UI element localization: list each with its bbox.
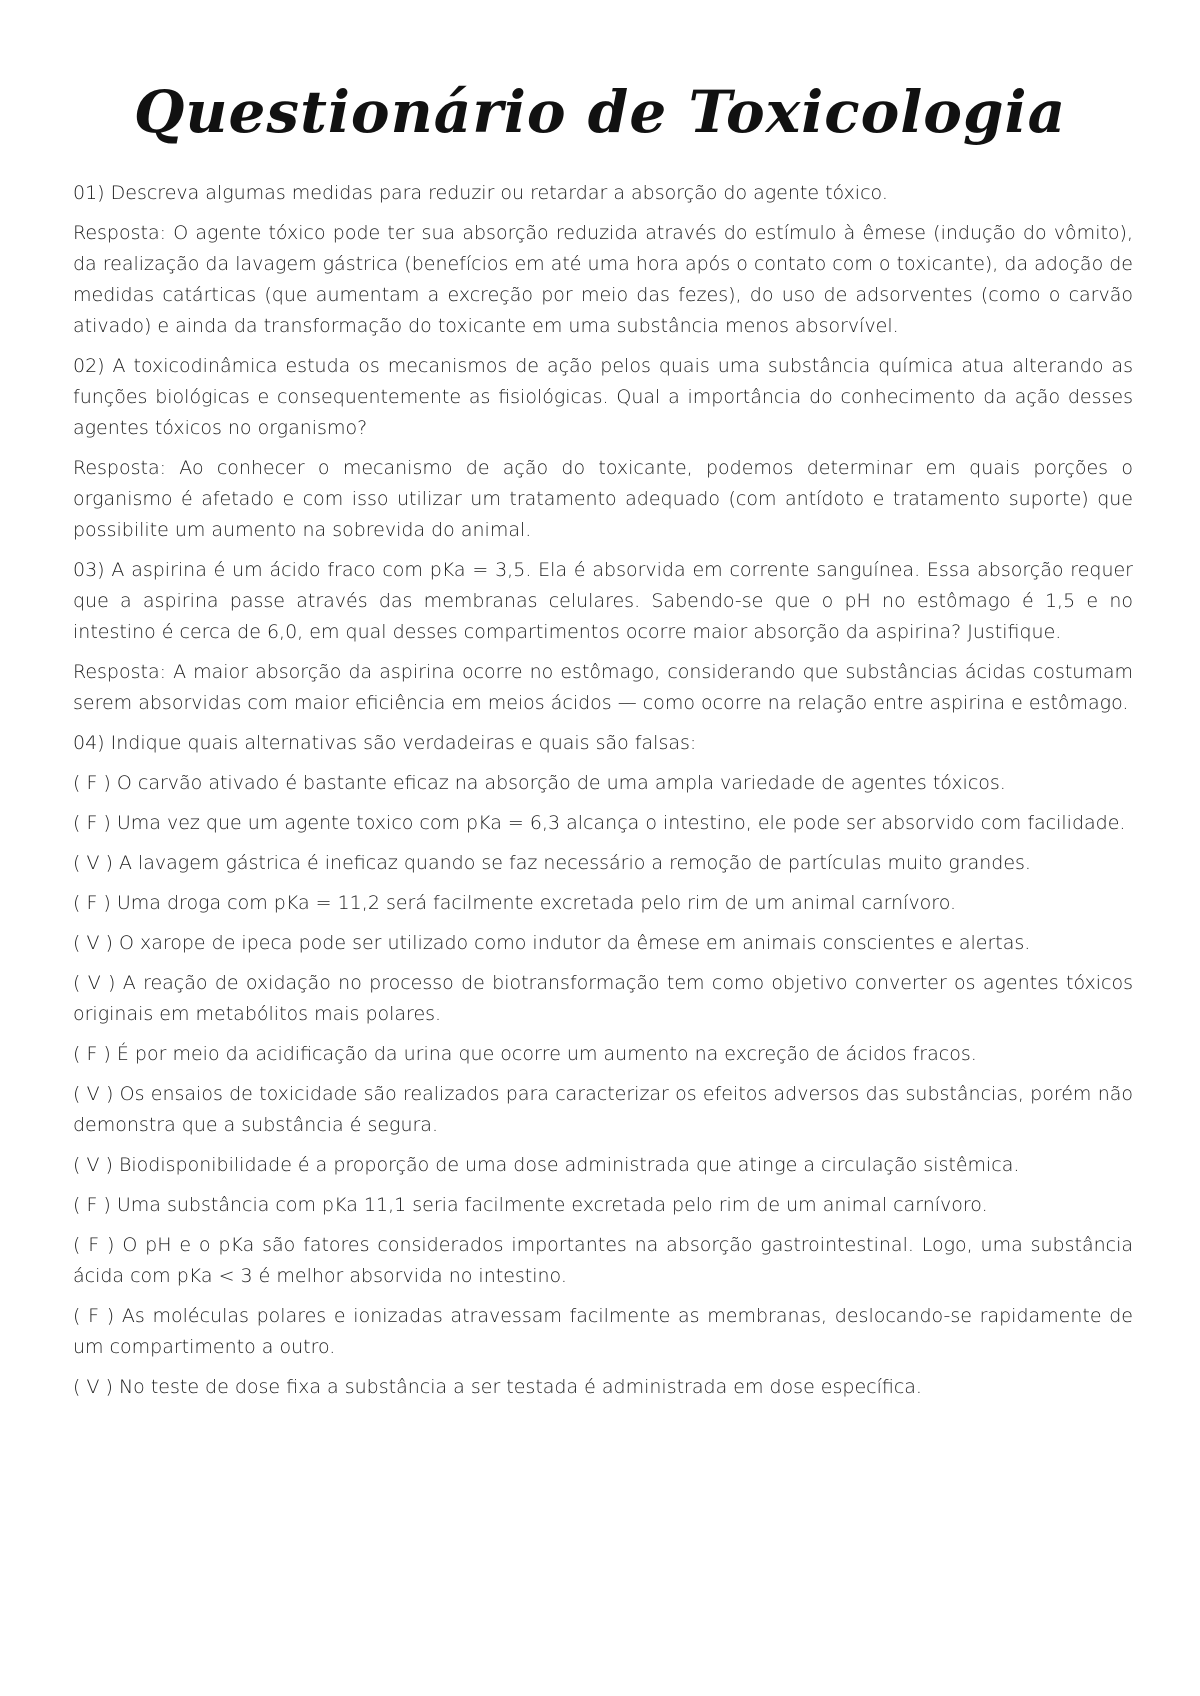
list-item [73,1150,1133,1181]
answer-3: Resposta: A maior absorção da aspirina ocorre no estômago, considerando que substâncias ácidas costumam serem absorvidas com maior eficiência em meios ácidos — como ocorre na relação entre aspirina e estômago. [73,661,1133,714]
true-false-list [73,768,1133,1403]
answer-mark: ( F ) [73,1305,115,1327]
answer-mark: ( V ) [73,932,113,954]
answer-mark: ( F ) [73,812,111,834]
item-text: O carvão ativado é bastante eficaz na absorção de uma ampla variedade de agentes tóxicos. [116,772,1006,794]
item-text: Uma droga com pKa = 11,2 será facilmente excretada pelo rim de um animal carnívoro. [116,892,957,914]
item-text: A reação de oxidação no processo de biotransformação tem como objetivo converter os agentes tóxicos originais em metabólitos mais polares. [73,972,1133,1025]
answer-1: Resposta: O agente tóxico pode ter sua absorção reduzida através do estímulo à êmese (indução do vômito), da realização da lavagem gástrica (benefícios em até uma hora após o contato com o toxicante), da adoção de medidas catárticas (que aumentam a excreção por meio das fezes), do uso de adsorventes (como o carvão ativado) e ainda da transformação do toxicante em uma substância menos absorvível. [73,222,1133,337]
list-item [73,928,1133,959]
item-text: Os ensaios de toxicidade são realizados para caracterizar os efeitos adversos das substâncias, porém não demonstra que a substância é segura. [73,1083,1133,1136]
answer-mark: ( F ) [73,1234,115,1256]
answer-mark: ( F ) [73,1043,111,1065]
list-item [73,1230,1133,1292]
list-item [73,1039,1133,1070]
list-item [73,1301,1133,1363]
list-item [73,1372,1133,1403]
item-text: O pH e o pKa são fatores considerados importantes na absorção gastrointestinal. Logo, uma substância ácida com pKa < 3 é melhor absorvida no intestino. [73,1234,1134,1287]
list-item [73,888,1133,919]
item-text: É por meio da acidificação da urina que ocorre um aumento na excreção de ácidos fracos. [116,1043,977,1065]
question-1: 01) Descreva algumas medidas para reduzir ou retardar a absorção do agente tóxico. [73,182,888,204]
answer-mark: ( V ) [73,852,113,874]
answer-mark: ( F ) [73,772,111,794]
answer-mark: ( V ) [73,1083,114,1105]
list-item [73,1079,1133,1141]
question-4: 04) Indique quais alternativas são verdadeiras e quais são falsas: [73,732,697,754]
item-text: Uma vez que um agente toxico com pKa = 6,3 alcança o intestino, ele pode ser absorvido com facilidade. [116,812,1126,834]
list-item [73,768,1133,799]
question-3: 03) A aspirina é um ácido fraco com pKa = 3,5. Ela é absorvida em corrente sanguínea. Essa absorção requer que a aspirina passe através das membranas celulares. Sabendo-se que o pH no estômago é 1,5 e no intestino é cerca de 6,0, em qual desses compartimentos ocorre maior absorção da aspirina? Justifique. [73,559,1133,643]
item-text: O xarope de ipeca pode ser utilizado como indutor da êmese em animais conscientes e alertas. [118,932,1031,954]
list-item [73,968,1133,1030]
item-text: Biodisponibilidade é a proporção de uma dose administrada que atinge a circulação sistêmica. [118,1154,1020,1176]
answer-mark: ( F ) [73,1194,111,1216]
answer-2: Resposta: Ao conhecer o mecanismo de ação do toxicante, podemos determinar em quais porções o organismo é afetado e com isso utilizar um tratamento adequado (com antídoto e tratamento suporte) que possibilite um aumento na sobrevida do animal. [73,457,1133,541]
answer-mark: ( V ) [73,1376,113,1398]
answer-mark: ( V ) [73,1154,113,1176]
list-item [73,808,1133,839]
document-title: Questionário de Toxicologia [133,78,1067,146]
question-2: 02) A toxicodinâmica estuda os mecanismos de ação pelos quais uma substância química atua alterando as funções biológicas e consequentemente as fisiológicas. Qual a importância do conhecimento da ação desses agentes tóxicos no organismo? [73,355,1133,439]
answer-mark: ( V ) [73,972,116,994]
list-item [73,1190,1133,1221]
list-item [73,848,1133,879]
item-text: As moléculas polares e ionizadas atravessam facilmente as membranas, deslocando-se rapidamente de um compartimento a outro. [73,1305,1133,1358]
answer-mark: ( F ) [73,892,111,914]
item-text: No teste de dose fixa a substância a ser testada é administrada em dose específica. [118,1376,922,1398]
item-text: Uma substância com pKa 11,1 seria facilmente excretada pelo rim de um animal carnívoro. [116,1194,988,1216]
item-text: A lavagem gástrica é ineficaz quando se faz necessário a remoção de partículas muito grandes. [118,852,1031,874]
document-body [73,178,1133,1412]
